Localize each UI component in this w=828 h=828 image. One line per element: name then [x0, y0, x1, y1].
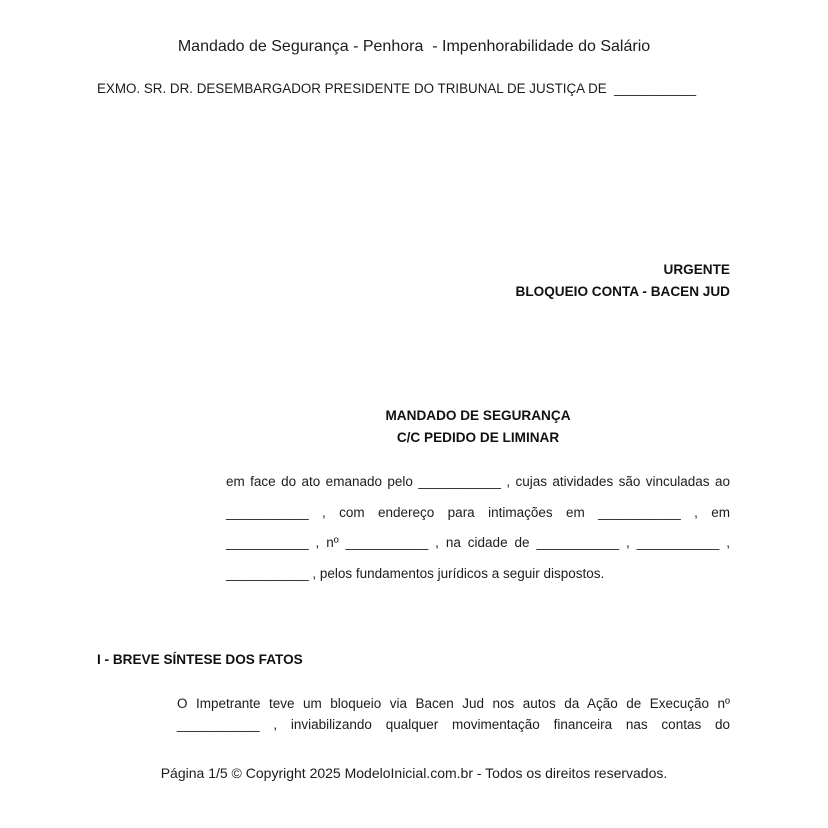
facts-paragraph-line: ___________ , inviabilizando qualquer movimentação financeira nas contas do	[177, 716, 730, 732]
intro-paragraph-line: ___________ , com endereço para intimações em ___________ , em	[226, 504, 730, 520]
urgency-line-urgente: URGENTE	[663, 262, 730, 277]
intro-paragraph-line: ___________ , nº ___________ , na cidade de ___________ , ___________ ,	[226, 535, 730, 551]
facts-paragraph	[177, 694, 730, 736]
petition-heading	[226, 405, 730, 449]
urgency-block	[516, 259, 730, 303]
urgency-line-bloqueio: BLOQUEIO CONTA - BACEN JUD	[515, 284, 730, 299]
petition-heading-line1: MANDADO DE SEGURANÇA	[385, 408, 571, 423]
petition-heading-line2: C/C PEDIDO DE LIMINAR	[396, 430, 560, 445]
facts-paragraph-line: O Impetrante teve um bloqueio via Bacen Jud nos autos da Ação de Execução nº	[177, 696, 730, 711]
intro-paragraph-line: em face do ato emanado pelo ___________ , cujas atividades são vinculadas ao	[226, 474, 730, 489]
section-heading-breve-sintese: I - BREVE SÍNTESE DOS FATOS	[97, 652, 303, 667]
intro-paragraph	[226, 467, 730, 589]
document-title: Mandado de Segurança - Penhora - Impenhorabilidade do Salário	[177, 38, 651, 55]
page-footer: Página 1/5 © Copyright 2025 ModeloInicial.com.br - Todos os direitos reservados.	[160, 765, 668, 781]
intro-paragraph-line: ___________ , pelos fundamentos jurídicos a seguir dispostos.	[226, 565, 605, 581]
addressee-line: EXMO. SR. DR. DESEMBARGADOR PRESIDENTE DO TRIBUNAL DE JUSTIÇA DE ___________	[97, 81, 697, 96]
